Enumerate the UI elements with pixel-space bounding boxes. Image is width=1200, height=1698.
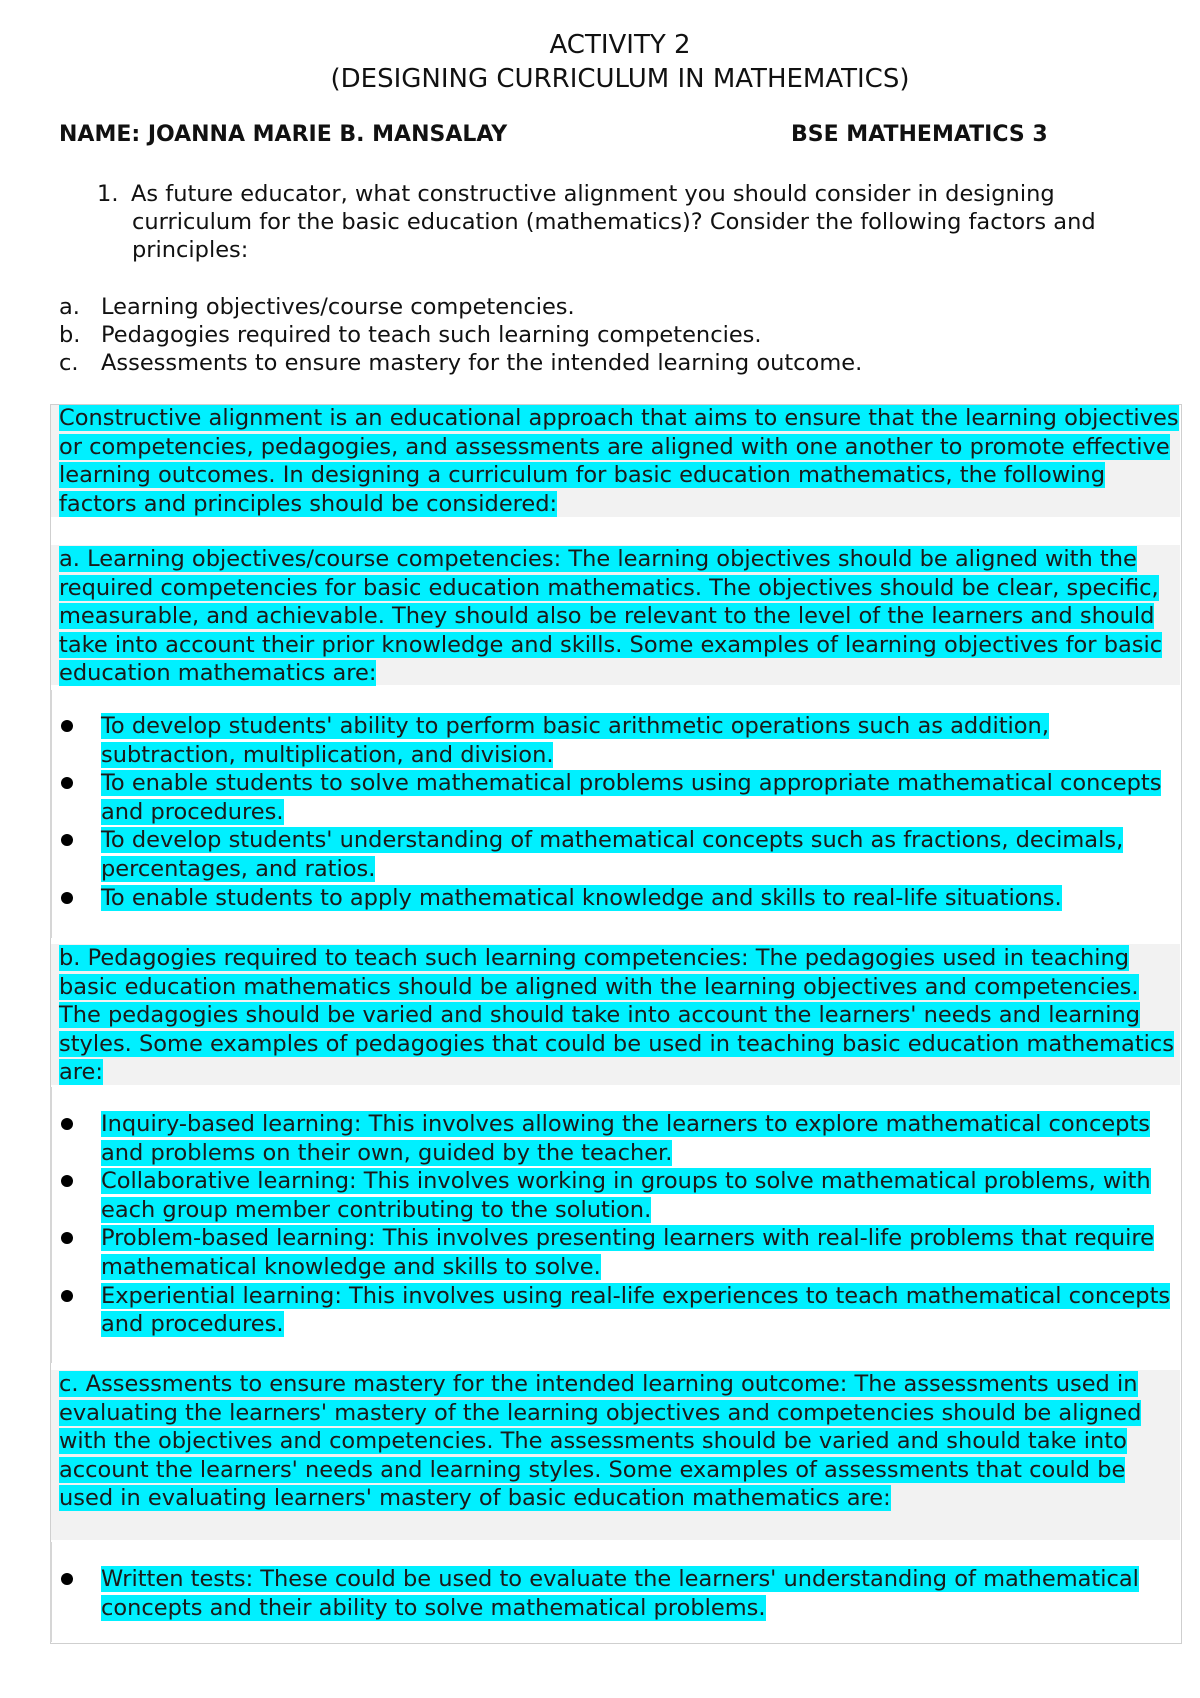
list-item-text: Collaborative learning: This involves working in groups to solve mathematical problems, with each group member contributing to the solution. [101, 1168, 1151, 1223]
factor-letter: b. [59, 322, 81, 348]
section-a-list [59, 712, 1184, 912]
student-name: NAME: JOANNA MARIE B. MANSALAY [59, 122, 508, 147]
bullet-icon [61, 1290, 73, 1302]
list-bar [50, 1087, 52, 1363]
bullet-icon [61, 1232, 73, 1244]
list-item [59, 1224, 1184, 1281]
question-number: 1. [97, 181, 119, 207]
list-item-text: To enable students to solve mathematical problems using appropriate mathematical concepts and procedures. [101, 770, 1162, 825]
list-item [59, 1282, 1184, 1339]
factor-text: Pedagogies required to teach such learning competencies. [101, 322, 762, 348]
list-item [59, 769, 1184, 826]
list-item-text: To enable students to apply mathematical knowledge and skills to real-life situations. [101, 884, 1062, 911]
list-bar [50, 690, 52, 938]
list-item [59, 712, 1184, 769]
title-line-1: ACTIVITY 2 [549, 30, 691, 60]
answer-section-b [59, 944, 1184, 1087]
title-line-2: (DESIGNING CURRICULUM IN MATHEMATICS) [330, 64, 910, 94]
factor-letter: c. [59, 350, 79, 376]
list-item-text: To develop students' understanding of mathematical concepts such as fractions, decimals, percentages, and ratios. [101, 827, 1124, 882]
bullet-icon [61, 834, 73, 846]
list-item [59, 884, 1184, 913]
bullet-icon [61, 892, 73, 904]
course-label: BSE MATHEMATICS 3 [791, 122, 1048, 147]
answer-intro [59, 404, 1184, 518]
factor-item [59, 349, 862, 377]
list-item [59, 826, 1184, 883]
factor-text: Assessments to ensure mastery for the intended learning outcome. [101, 350, 863, 376]
list-item-text: To develop students' ability to perform basic arithmetic operations such as addition, subtraction, multiplication, and division. [101, 713, 1049, 768]
factor-list [59, 293, 862, 377]
answer-section-a [59, 545, 1184, 688]
section-b-text: b. Pedagogies required to teach such learning competencies: The pedagogies used in teaching basic education mathematics should be aligned with the learning objectives and competencies. The pedagogies should be varied and should take into account the learners' needs and learning styles. Some examples of pedagogies that could be used in teaching basic education mathematics are: [59, 945, 1175, 1086]
document-title [0, 28, 1200, 96]
list-item [59, 1565, 1184, 1622]
list-item-text: Inquiry-based learning: This involves allowing the learners to explore mathematical concepts and problems on their own, guided by the teacher. [101, 1111, 1150, 1166]
section-a-text: a. Learning objectives/course competencies: The learning objectives should be aligned with the required competencies for basic education mathematics. The objectives should be clear, specific, measurable, and achievable. They should also be relevant to the level of the learners and should take into account their prior knowledge and skills. Some examples of learning objectives for basic education mathematics are: [59, 546, 1163, 687]
list-bar [50, 1542, 52, 1642]
question-text: As future educator, what constructive alignment you should consider in designing curriculum for the basic education (mathematics)? Consider the following factors and principles: [131, 181, 1096, 263]
section-c-text: c. Assessments to ensure mastery for the intended learning outcome: The assessments used in evaluating the learners' mastery of the learning objectives and competencies should be aligned with the objectives and competencies. The assessments should be varied and should take into account the learners' needs and learning styles. Some examples of assessments that could be used in evaluating learners' mastery of basic education mathematics are: [59, 1371, 1142, 1512]
factor-letter: a. [59, 294, 80, 320]
answer-section-c [59, 1370, 1184, 1513]
list-item-text: Experiential learning: This involves using real-life experiences to teach mathematical concepts and procedures. [101, 1282, 1171, 1338]
intro-text: Constructive alignment is an educational approach that aims to ensure that the learning objectives or competencies, pedagogies, and assessments are aligned with one another to promote effective learning outcomes. In designing a curriculum for basic education mathematics, the following factors and principles should be considered: [59, 405, 1179, 517]
list-item [59, 1110, 1184, 1167]
bullet-icon [61, 720, 73, 732]
bullet-icon [61, 1573, 73, 1585]
question-1 [97, 180, 1177, 264]
bullet-icon [61, 777, 73, 789]
list-item-text: Written tests: These could be used to evaluate the learners' understanding of mathematical concepts and their ability to solve mathematical problems. [101, 1566, 1139, 1621]
section-b-list [59, 1110, 1184, 1339]
bullet-icon [61, 1118, 73, 1130]
factor-text: Learning objectives/course competencies. [101, 294, 575, 320]
list-item-text: Problem-based learning: This involves presenting learners with real-life problems that require mathematical knowledge and skills to solve. [101, 1225, 1155, 1280]
factor-item [59, 321, 862, 349]
list-item [59, 1167, 1184, 1224]
section-c-list [59, 1565, 1184, 1622]
factor-item [59, 293, 862, 321]
bullet-icon [61, 1175, 73, 1187]
